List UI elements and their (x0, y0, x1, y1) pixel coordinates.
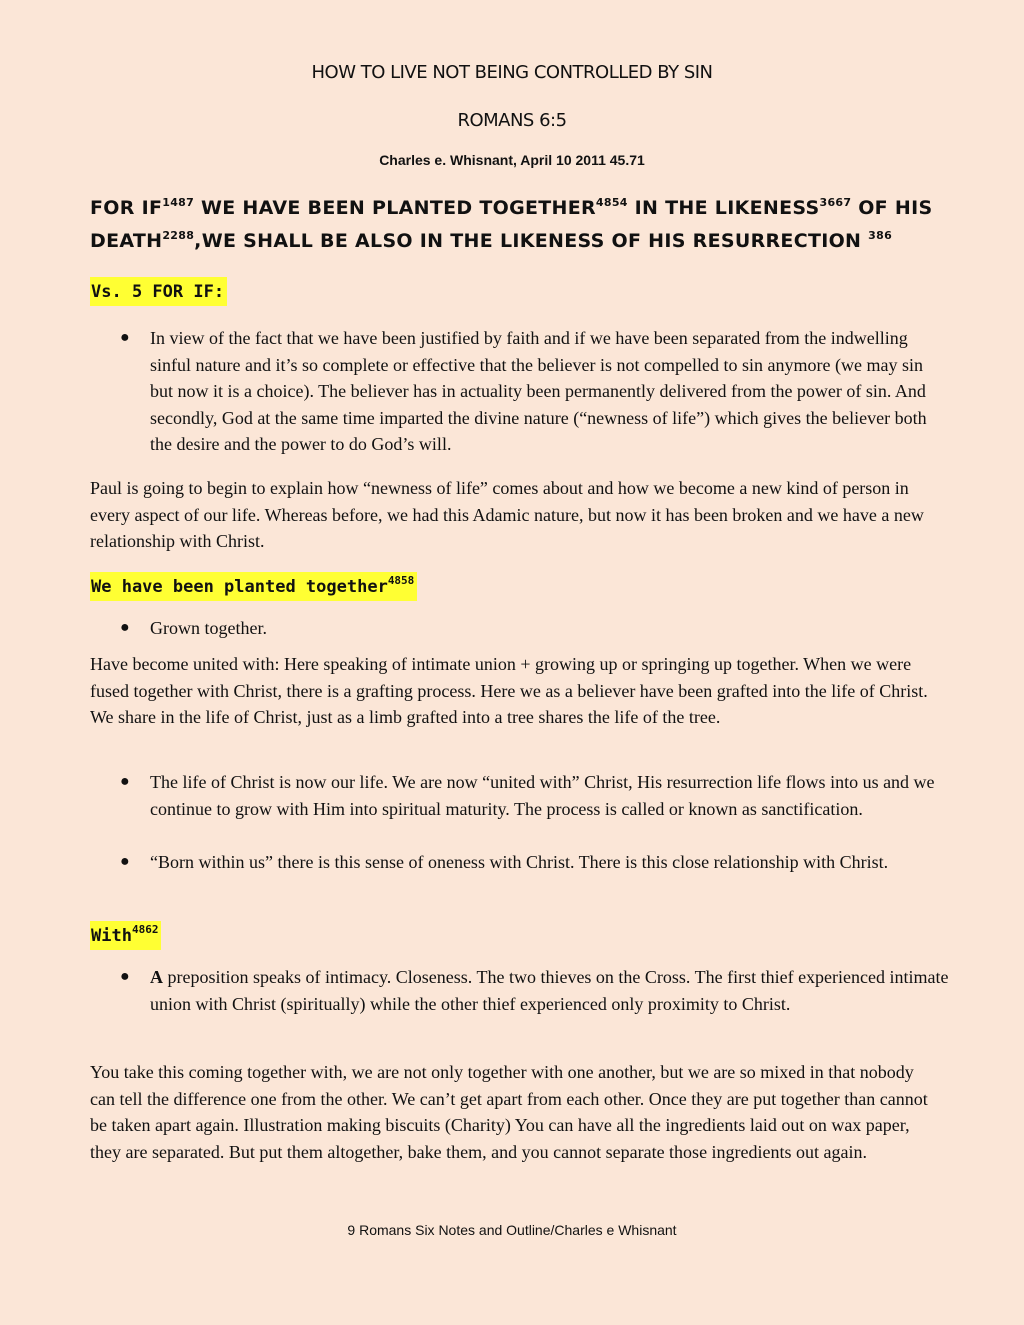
author-byline: Charles e. Whisnant, April 10 2011 45.71 (379, 152, 645, 168)
bullet-icon: ● (120, 773, 130, 790)
bullet-item: ● In view of the fact that we have been justified by faith and if we have been separated from the indwelling sinful nature and it’s so complete or effective that the believer is not compelled to sin anymore (we may sin but now it is a choice). The believer has in actuality been permanently delivered from the power of sin. And secondly, God at the same time imparted the divine nature (“newness of life”) which gives the believer both the desire and the power to do God’s will. (150, 325, 950, 458)
paragraph: Paul is going to begin to explain how “newness of life” comes about and how we become a new kind of person in every aspect of our life. Whereas before, we had this Adamic nature, but now it has been broken and we have a new relationship with Christ. (90, 478, 924, 551)
bullet-item: ● “Born within us” there is this sense of oneness with Christ. There is this close relationship with Christ. (150, 849, 950, 876)
section-heading-with: With$^{4862}$ (90, 921, 161, 950)
paragraph: Have become united with: Here speaking of intimate union + growing up or springing up together. When we were fused together with Christ, there is a grafting process. Here we as a believer have been grafted into the life of Christ. We share in the life of Christ, just as a limb grafted into a tree shares the life of the tree. (90, 654, 928, 727)
section-heading-for-if: Vs. 5 FOR IF: (90, 277, 227, 306)
bullet-item: ● Grown together. (150, 615, 950, 642)
bullet-icon: ● (120, 329, 130, 346)
scripture-verse: FOR $IF^{1487}$ WE HAVE BEEN PLANTED $TOGETHER^{4854}$ IN THE $LIKENESS^{3667}$ OF HIS $DEATH^{2288},WE$ SHALL BE ALSO IN THE LIKENESS OF HIS RESURRECTION $^{386}$ (90, 196, 933, 252)
section-heading-planted-together: We have been planted together$^{4858}$ (90, 572, 417, 601)
bullet-item: ● The life of Christ is now our life. We are now “united with” Christ, His resurrection life flows into us and we continue to grow with Him into spiritual maturity. The process is called or known as sanctification. (150, 769, 950, 822)
bullet-icon: ● (120, 853, 130, 870)
paragraph: You take this coming together with, we are not only together with one another, but we are so mixed in that nobody can tell the difference one from the other. We can’t get apart from each other. Once they are put together than cannot be taken apart again. Illustration making biscuits (Charity) You can have all the ingredients laid out on wax paper, they are separated. But put them altogether, bake them, and you cannot separate those ingredients out again. (90, 1062, 928, 1162)
bullet-icon: ● (120, 619, 130, 636)
page-title: HOW TO LIVE NOT BEING CONTROLLED BY SIN (311, 62, 713, 83)
bullet-icon: ● (120, 968, 130, 985)
page-footer: 9 Romans Six Notes and Outline/Charles e Whisnant (347, 1222, 677, 1238)
bullet-item: ● A preposition speaks of intimacy. Closeness. The two thieves on the Cross. The first thief experienced intimate union with Christ (spiritually) while the other thief experienced only proximity to Christ. (150, 964, 950, 1017)
page-subtitle: ROMANS 6:5 (457, 110, 567, 131)
